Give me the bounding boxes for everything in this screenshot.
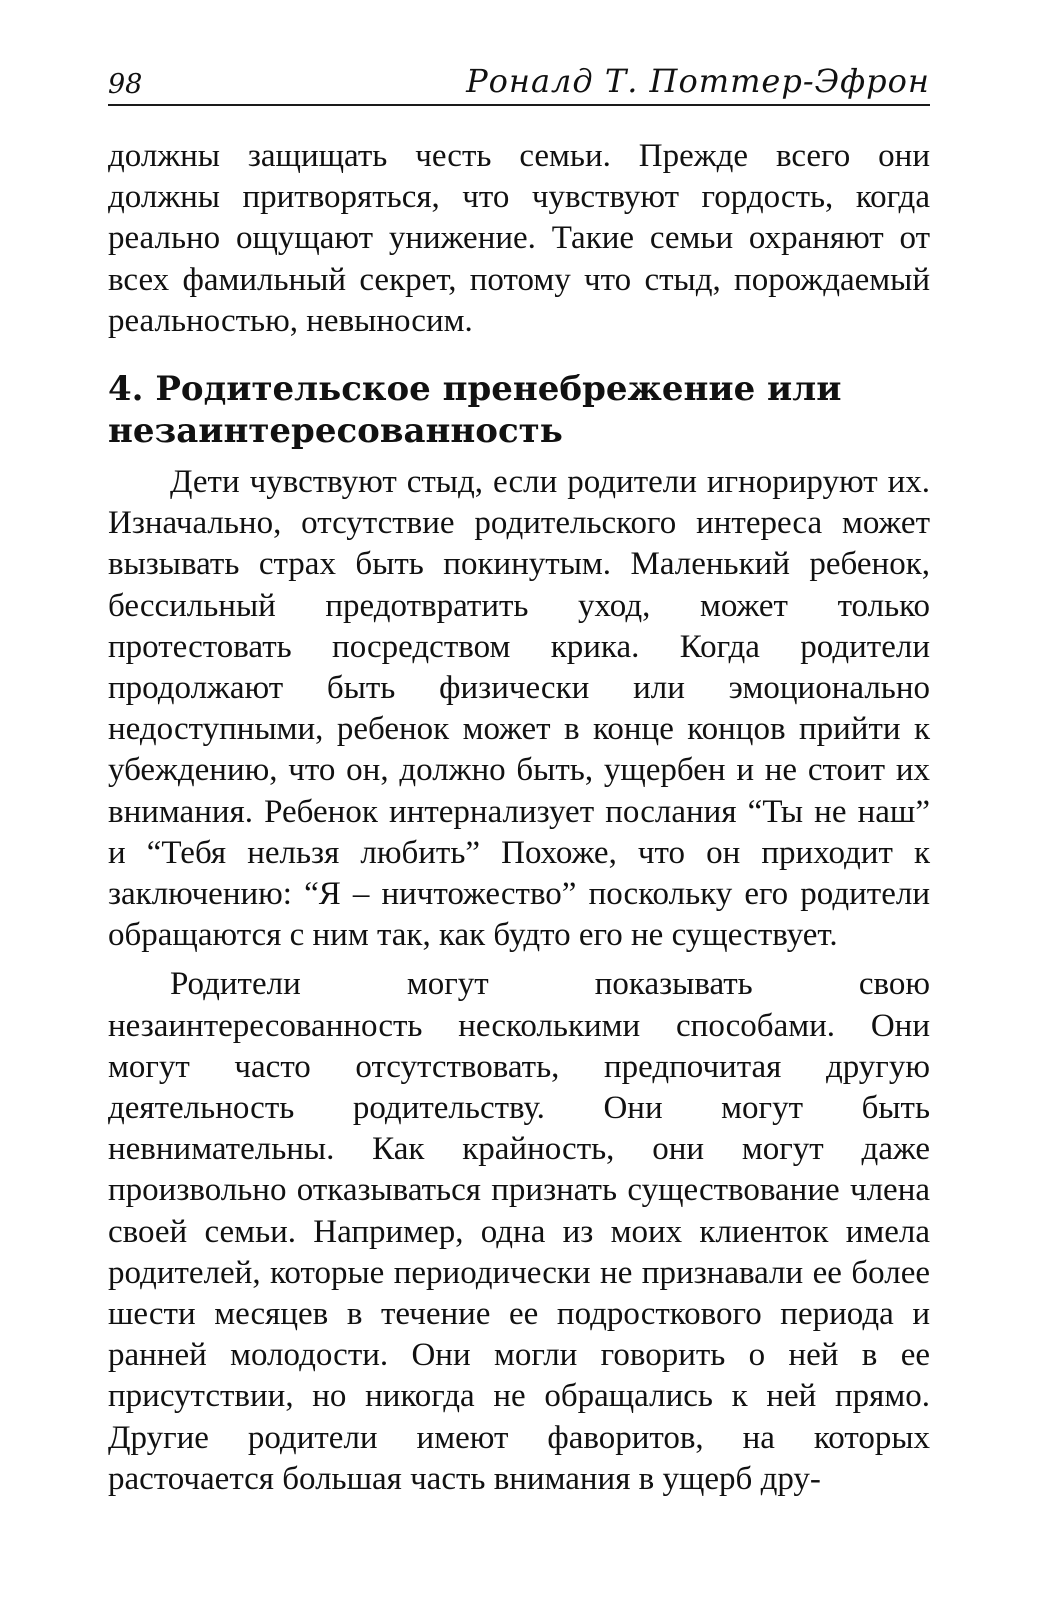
paragraph-continuation: должны защищать честь семьи. Прежде всего они должны притворяться, что чувствуют гордость, когда реально ощущают унижение. Такие семьи охраняют от всех фамильный секрет, потому что стыд, порождаемый реальностью, невыносим. bbox=[108, 138, 930, 339]
section-heading: 4. Родительское пренебрежение или незаинтересованность bbox=[108, 369, 842, 452]
book-page bbox=[108, 62, 930, 1562]
paragraph: Дети чувствуют стыд, если родители игнорируют их. Изначально, отсутствие родительского интереса может вызывать страх быть покинутым. Маленький ребенок, бессильный предотвратить уход, может только протестовать посредством крика. Когда родители продолжают быть физически или эмоционально недоступными, ребенок может в конце концов прийти к убеждению, что он, должно быть, ущербен и не стоит их внимания. Ребенок интернализует послания “Ты не наш” и “Тебя нельзя любить” Похоже, что он приходит к заключению: “Я – ничтожество” поскольку его родители обращаются с ним так, как будто его не существует. bbox=[108, 464, 930, 954]
paragraph: Родители могут показывать свою незаинтересованность несколькими способами. Они могут часто отсутствовать, предпочитая другую деятельность родительству. Они могут быть невнимательны. Как крайность, они могут даже произвольно отказываться признать существование члена своей семьи. Например, одна из моих клиенток имела родителей, которые периодически не признавали ее более шести месяцев в течение ее подросткового периода и ранней молодости. Они могли говорить о ней в ее присутствии, но никогда не обращались к ней прямо. Другие родители имеют фаворитов, на которых расточается большая часть внимания в ущерб дру- bbox=[108, 966, 930, 1497]
running-head bbox=[108, 62, 930, 106]
running-title: Роналд Т. Поттер-Эфрон bbox=[466, 62, 930, 100]
page-number: 98 bbox=[108, 69, 143, 100]
